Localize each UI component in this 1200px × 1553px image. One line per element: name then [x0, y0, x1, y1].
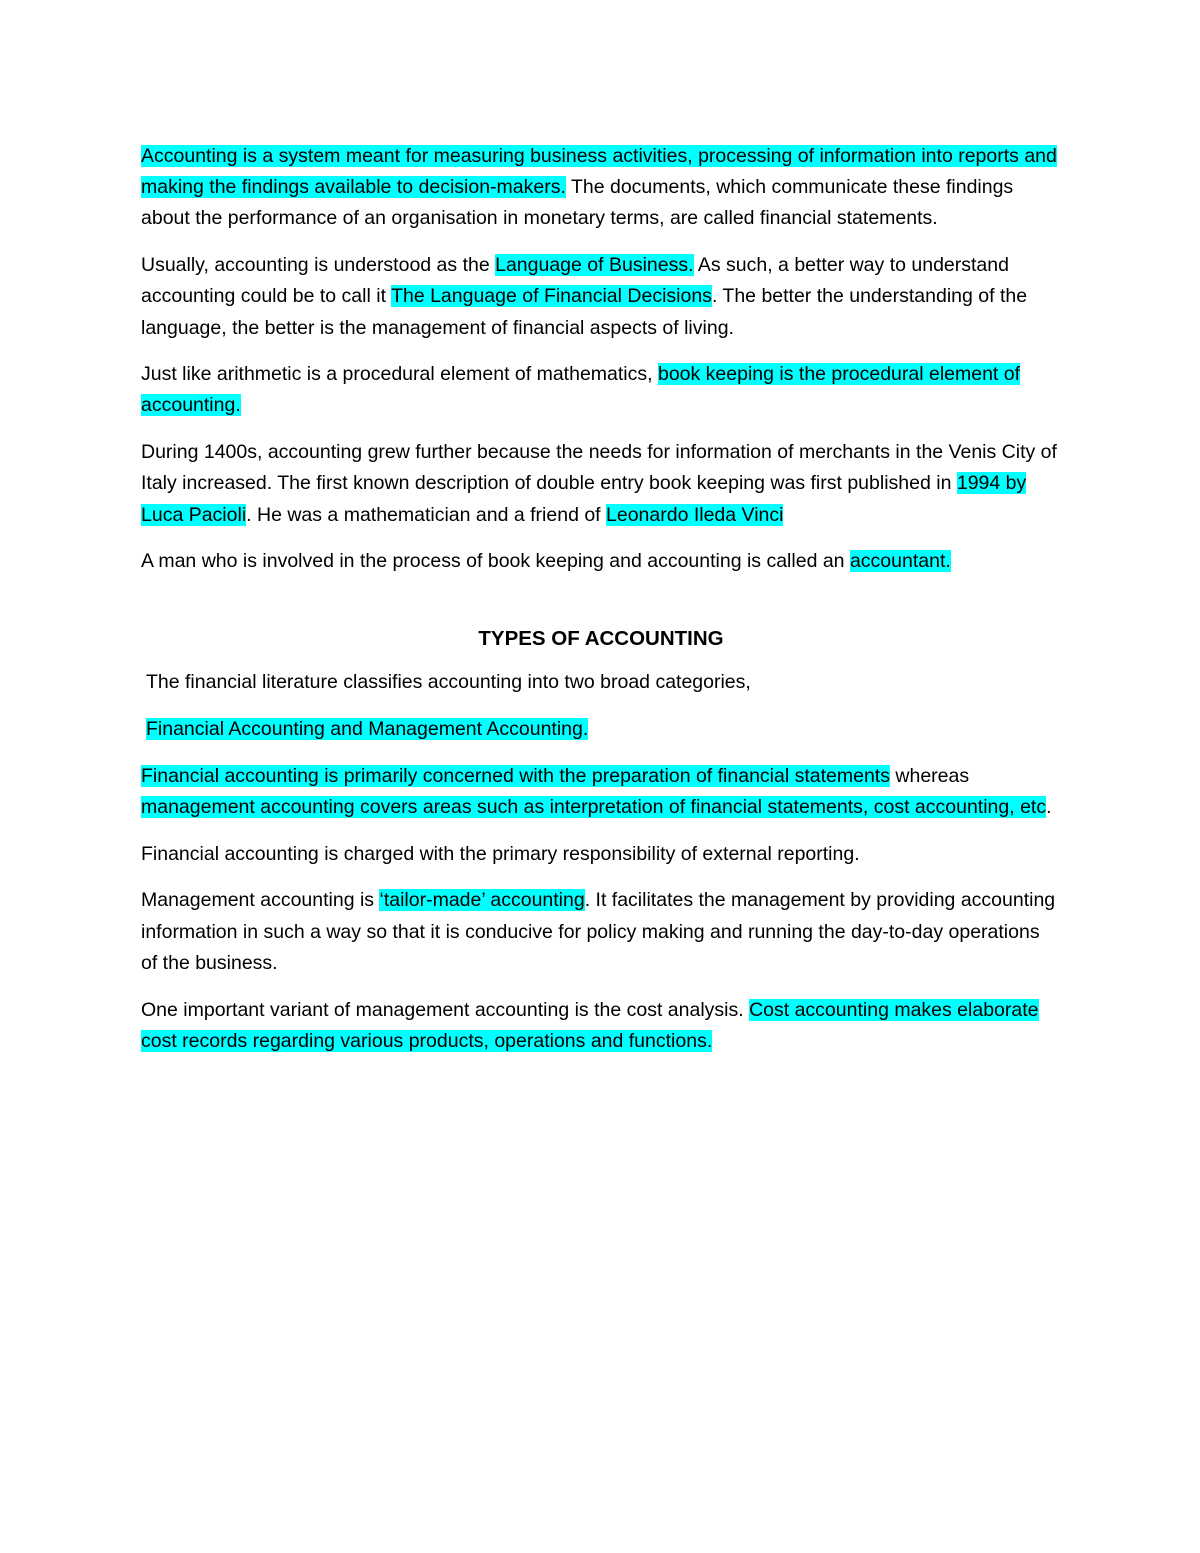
highlighted-text: 1994 by Luca Pacioli: [141, 472, 1027, 526]
paragraph-text: . He was a mathematician and a friend of: [246, 503, 607, 526]
paragraph: [141, 839, 1061, 870]
paragraph-text: Financial accounting is charged with the primary responsibility of external reporting.: [141, 842, 860, 865]
paragraph: [141, 995, 1061, 1057]
paragraph: [141, 761, 1061, 823]
intro-section: [141, 141, 1061, 577]
section-heading: TYPES OF ACCOUNTING: [478, 627, 724, 651]
paragraph-text: .: [1046, 796, 1052, 819]
paragraph: [141, 437, 1061, 531]
highlighted-text: Financial accounting is primarily concerned with the preparation of financial statements: [141, 764, 890, 787]
highlighted-text: accountant.: [849, 550, 951, 573]
paragraph-text: Usually, accounting is understood as the: [141, 254, 496, 277]
paragraph-text: Management accounting is: [141, 889, 380, 912]
paragraph: [141, 714, 1061, 745]
highlighted-text: The Language of Financial Decisions: [391, 285, 712, 308]
highlighted-text: ‘tailor-made’ accounting: [379, 889, 585, 912]
paragraph: [141, 250, 1061, 344]
paragraph-text: The documents, which communicate these findings about the performance of an organisation in monetary terms, are called financial statements.: [141, 176, 1014, 230]
paragraph-text: Just like arithmetic is a procedural element of mathematics,: [141, 363, 658, 386]
paragraph-text: A man who is involved in the process of book keeping and accounting is called an: [141, 550, 850, 573]
highlighted-text: Accounting is a system meant for measuring business activities, processing of information into reports and making the findings available to decision-makers.: [141, 145, 1057, 199]
highlighted-text: Cost accounting makes elaborate cost records regarding various products, operations and functions.: [141, 998, 1039, 1052]
paragraph-text: . The better the understanding of the language, the better is the management of financial aspects of living.: [141, 285, 1028, 339]
paragraph: [141, 885, 1061, 979]
paragraph-text: whereas: [889, 764, 970, 787]
highlighted-text: management accounting covers areas such as interpretation of financial statements, cost accounting, etc: [141, 796, 1047, 819]
paragraph-text: One important variant of management accounting is the cost analysis.: [141, 998, 750, 1021]
paragraph-text: . It facilitates the management by providing accounting information in such a way so that it is conducive for policy making and running the day-to-day operations of the business.: [141, 889, 1056, 974]
paragraph: [141, 359, 1061, 421]
document-page: [141, 141, 1061, 1072]
paragraph-text: The financial literature classifies accounting into two broad categories,: [146, 671, 751, 694]
types-section: [141, 667, 1061, 1057]
highlighted-text: Language of Business.: [495, 254, 694, 277]
highlighted-text: Leonardo Ileda Vinci: [606, 503, 784, 526]
paragraph-text: During 1400s, accounting grew further because the needs for information of merchants in the Venis City of Italy increased. The first known description of double entry book keeping was first published in: [141, 441, 1057, 495]
highlighted-text: Financial Accounting and Management Accounting.: [146, 718, 589, 741]
highlighted-text: book keeping is the procedural element of accounting.: [141, 363, 1021, 417]
paragraph-text: As such, a better way to understand accounting could be to call it: [141, 254, 1009, 308]
paragraph: [141, 546, 1061, 577]
paragraph: [141, 141, 1061, 235]
paragraph: [141, 667, 1061, 698]
